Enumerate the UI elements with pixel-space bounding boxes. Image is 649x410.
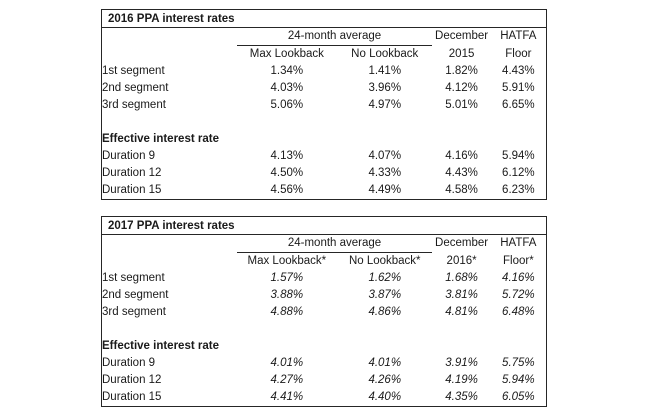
section-header-row xyxy=(102,338,546,355)
col-header-december: December xyxy=(435,237,489,250)
col-header-hatfa: HATFA xyxy=(500,237,537,250)
cell-hatfa-floor: 6.12% xyxy=(502,167,535,179)
table-row xyxy=(102,372,546,389)
cell-hatfa-floor: 5.75% xyxy=(502,357,535,369)
cell-no-lookback: 4.86% xyxy=(368,306,402,318)
table-row xyxy=(102,389,546,406)
cell-max-lookback: 4.13% xyxy=(270,150,304,162)
section-header-row xyxy=(102,131,546,148)
table-title-2016: 2016 PPA interest rates xyxy=(102,10,546,28)
cell-hatfa-floor: 4.16% xyxy=(502,272,535,284)
row-label: Duration 9 xyxy=(102,150,156,162)
table-row xyxy=(102,287,546,304)
table-row xyxy=(102,80,546,97)
rates-grid-2016 xyxy=(102,28,546,199)
spacer-row xyxy=(102,114,546,131)
cell-december: 1.68% xyxy=(445,272,478,284)
col-header-max-lookback: Max Lookback* xyxy=(247,255,327,267)
row-label: 2nd segment xyxy=(102,289,169,301)
cell-hatfa-floor: 4.43% xyxy=(502,65,535,77)
table-title-2017: 2017 PPA interest rates xyxy=(102,217,546,235)
row-label: 2nd segment xyxy=(102,82,169,94)
cell-december: 4.19% xyxy=(445,374,478,386)
cell-no-lookback: 4.97% xyxy=(368,99,402,111)
col-header-hatfa-floor: Floor* xyxy=(503,254,534,267)
row-label: 3rd segment xyxy=(102,306,166,318)
cell-december: 4.58% xyxy=(445,184,478,196)
row-label: Duration 12 xyxy=(102,167,162,179)
cell-hatfa-floor: 6.05% xyxy=(502,391,535,403)
cell-max-lookback: 4.50% xyxy=(270,167,304,179)
table-row xyxy=(102,270,546,287)
cell-december: 1.82% xyxy=(445,65,478,77)
table-row xyxy=(102,63,546,80)
row-label: 1st segment xyxy=(102,272,165,284)
cell-no-lookback: 4.40% xyxy=(368,391,402,403)
cell-no-lookback: 4.26% xyxy=(368,374,402,386)
table-row xyxy=(102,355,546,372)
header-row-columns xyxy=(102,46,546,64)
cell-december: 4.35% xyxy=(445,391,478,403)
cell-december: 5.01% xyxy=(445,99,478,111)
table-row xyxy=(102,97,546,114)
cell-max-lookback: 1.34% xyxy=(270,65,304,77)
section-header-effective-rate: Effective interest rate xyxy=(102,340,219,352)
cell-max-lookback: 1.57% xyxy=(270,272,304,284)
cell-hatfa-floor: 5.72% xyxy=(502,289,535,301)
col-header-hatfa-floor: Floor xyxy=(505,47,532,60)
cell-no-lookback: 3.96% xyxy=(368,82,402,94)
cell-no-lookback: 4.01% xyxy=(368,357,402,369)
table-row xyxy=(102,182,546,199)
cell-no-lookback: 4.07% xyxy=(368,150,402,162)
ppa-2016-rates-table xyxy=(101,9,547,200)
table-row xyxy=(102,148,546,165)
cell-no-lookback: 4.33% xyxy=(368,167,402,179)
cell-december: 4.43% xyxy=(445,167,478,179)
spacer-row xyxy=(102,321,546,338)
cell-max-lookback: 4.88% xyxy=(270,306,304,318)
cell-december: 3.81% xyxy=(445,289,478,301)
cell-max-lookback: 4.41% xyxy=(270,391,304,403)
header-row-group xyxy=(102,235,546,253)
cell-hatfa-floor: 6.65% xyxy=(502,99,535,111)
row-label: Duration 15 xyxy=(102,391,162,403)
cell-december: 3.91% xyxy=(445,357,478,369)
row-label: Duration 15 xyxy=(102,184,162,196)
group-header-24-month-average: 24-month average xyxy=(237,28,433,46)
cell-max-lookback: 3.88% xyxy=(270,289,304,301)
cell-max-lookback: 5.06% xyxy=(270,99,304,111)
rates-grid-2017 xyxy=(102,235,546,406)
row-label: Duration 12 xyxy=(102,374,162,386)
header-row-group xyxy=(102,28,546,46)
cell-hatfa-floor: 6.23% xyxy=(502,184,535,196)
cell-hatfa-floor: 5.94% xyxy=(502,150,535,162)
group-header-24-month-average: 24-month average xyxy=(237,235,433,253)
row-label: 1st segment xyxy=(102,65,165,77)
cell-no-lookback: 3.87% xyxy=(368,289,402,301)
col-header-december: December xyxy=(435,30,489,43)
cell-december: 4.12% xyxy=(445,82,478,94)
ppa-2017-rates-table xyxy=(101,216,547,407)
cell-december: 4.16% xyxy=(445,150,478,162)
table-row xyxy=(102,304,546,321)
cell-max-lookback: 4.03% xyxy=(270,82,304,94)
cell-max-lookback: 4.56% xyxy=(270,184,304,196)
table-row xyxy=(102,165,546,182)
cell-december: 4.81% xyxy=(445,306,478,318)
col-header-no-lookback: No Lookback xyxy=(351,48,419,60)
cell-no-lookback: 1.41% xyxy=(368,65,402,77)
col-header-max-lookback: Max Lookback xyxy=(249,48,324,60)
col-header-december-year: 2016* xyxy=(446,254,477,267)
cell-no-lookback: 1.62% xyxy=(368,272,402,284)
col-header-december-year: 2015 xyxy=(448,47,475,60)
cell-hatfa-floor: 5.94% xyxy=(502,374,535,386)
cell-max-lookback: 4.27% xyxy=(270,374,304,386)
cell-no-lookback: 4.49% xyxy=(368,184,402,196)
cell-max-lookback: 4.01% xyxy=(270,357,304,369)
cell-hatfa-floor: 5.91% xyxy=(502,82,535,94)
col-header-hatfa: HATFA xyxy=(500,30,537,43)
row-label: 3rd segment xyxy=(102,99,166,111)
cell-hatfa-floor: 6.48% xyxy=(502,306,535,318)
row-label: Duration 9 xyxy=(102,357,156,369)
section-header-effective-rate: Effective interest rate xyxy=(102,133,219,145)
col-header-no-lookback: No Lookback* xyxy=(348,255,421,267)
header-row-columns xyxy=(102,253,546,271)
